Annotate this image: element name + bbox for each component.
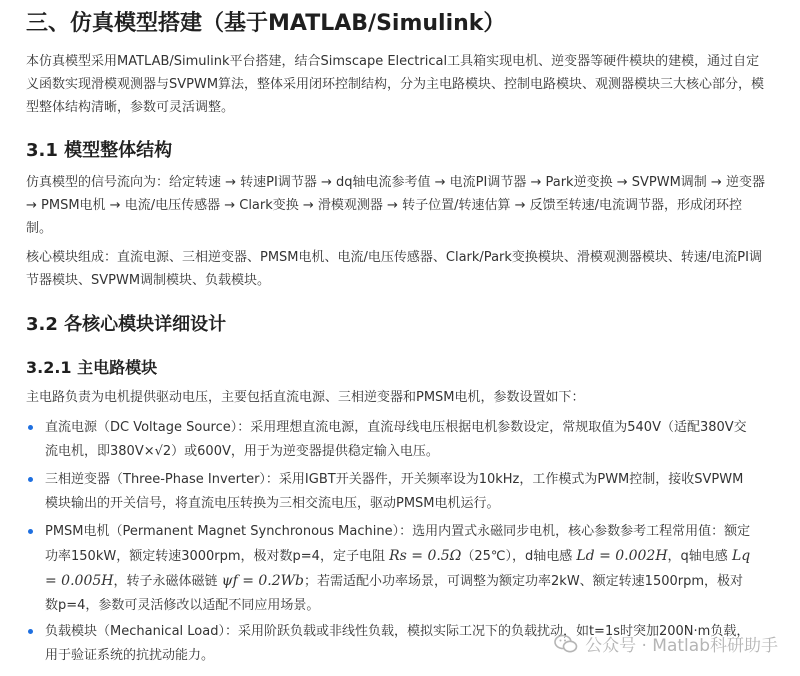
intro-paragraph: 本仿真模型采用MATLAB/Simulink平台搭建，结合Simscape Electrical工具箱实现电机、逆变器等硬件模块的建模，通过自定义函数实现滑模观测器与SVPWM算法，整体采用闭环控制结构，分为主电路模块、控制电路模块、观测器模块三大核心部分，模型整体结构清晰，参数可灵活调整。	[26, 54, 765, 115]
watermark	[554, 631, 778, 656]
list-item	[26, 520, 756, 618]
psi-formula: ψf = 0.2Wb	[221, 573, 305, 589]
list-item	[26, 416, 756, 464]
rs-formula: Rs = 0.5Ω	[389, 548, 462, 564]
dc-source-text: 直流电源（DC Voltage Source）：采用理想直流电源，直流母线电压根据电机参数设定，常规取值为540V（适配380V交流电机，即380V×√2）或600V，用于为逆变器提供稳定输入电压。	[45, 420, 747, 459]
lq-formula: Lq = 0.005H	[45, 548, 751, 589]
pmsm-text-1: PMSM电机（Permanent Magnet Synchronous Machine）：选用内置式永磁同步电机，核心参数参考工程常用值：额定功率150kW，额定转速3000rpm，极对数p=4，定子电阻	[45, 524, 751, 564]
bullet-icon	[28, 629, 33, 634]
bullet-icon	[28, 477, 33, 482]
bullet-icon	[28, 425, 33, 430]
signal-flow-paragraph: 仿真模型的信号流向为：给定转速 → 转速PI调节器 → dq轴电流参考值 → 电流PI调节器 → Park逆变换 → SVPWM调制 → 逆变器 → PMSM电机 → 电流/电压传感器 → Clark变换 → 滑模观测器 → 转子位置/转速估算 → 反馈至转速/电流调节器，形成闭环控制。	[26, 175, 765, 236]
pmsm-text-3: ，q轴电感	[667, 549, 732, 564]
bullet-icon	[28, 529, 33, 534]
section-3-1-title: 3.1 模型整体结构	[26, 140, 173, 161]
section-title: 三、仿真模型搭建（基于MATLAB/Simulink）	[26, 11, 506, 36]
wechat-icon	[554, 634, 578, 654]
section-3-2-1-title: 3.2.1 主电路模块	[26, 358, 158, 377]
pmsm-text-4: ，转子永磁体磁链	[113, 574, 222, 589]
section-3-2-title: 3.2 各核心模块详细设计	[26, 314, 227, 335]
pmsm-text-5: ；若需适配小功率场景，可调整为额定功率2kW、额定转速1500rpm，极对数p=4，参数可灵活修改以适配不同应用场景。	[45, 574, 744, 613]
core-modules-paragraph: 核心模块组成：直流电源、三相逆变器、PMSM电机、电流/电压传感器、Clark/Park变换模块、滑模观测器模块、转速/电流PI调节器模块、SVPWM调制模块、负载模块。	[26, 250, 762, 288]
main-circuit-intro: 主电路负责为电机提供驱动电压，主要包括直流电源、三相逆变器和PMSM电机，参数设置如下：	[26, 390, 585, 405]
pmsm-text-2: （25℃），d轴电感	[461, 549, 577, 564]
watermark-text: 公众号 · Matlab科研助手	[585, 636, 778, 656]
load-text: 负载模块（Mechanical Load）：采用阶跃负载或非线性负载，模拟实际工况下的负载扰动，如t=1s时突加200N·m负载，用于验证系统的抗扰动能力。	[45, 624, 750, 663]
list-item	[26, 468, 756, 516]
ld-formula: Ld = 0.002H	[576, 548, 668, 564]
inverter-text: 三相逆变器（Three-Phase Inverter）：采用IGBT开关器件，开关频率设为10kHz，工作模式为PWM控制，接收SVPWM模块输出的开关信号，将直流电压转换为三相交流电压，驱动PMSM电机运行。	[45, 472, 744, 511]
